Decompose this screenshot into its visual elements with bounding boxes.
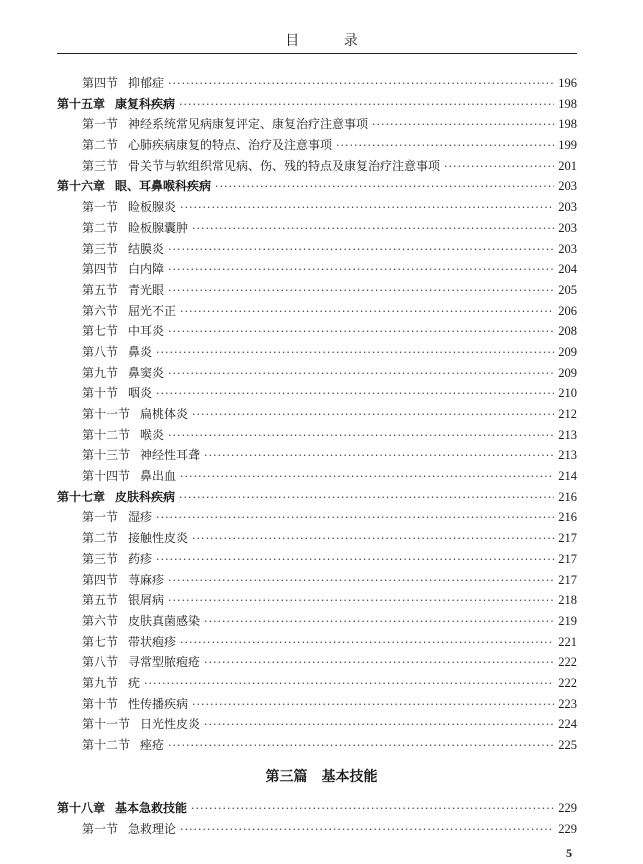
toc-dot-leader: [168, 571, 554, 592]
part-title: 第三篇 基本技能: [265, 769, 378, 785]
toc-entry-title: 性传播疾病: [128, 696, 189, 711]
toc-entry-number: 第二节: [82, 220, 119, 235]
toc-dot-leader: [336, 136, 554, 157]
toc-entry-number: 第十四节: [82, 469, 131, 484]
toc-dot-leader: [168, 240, 554, 261]
toc-section-entry: [57, 445, 577, 466]
toc-section-entry: [57, 694, 577, 715]
toc-dot-leader: [156, 384, 554, 405]
toc-section-entry: [57, 383, 577, 404]
toc-entry-number: 第四节: [82, 572, 119, 587]
toc-entry-number: 第十二节: [82, 738, 131, 752]
toc-dot-leader: [179, 488, 554, 509]
toc-dot-leader: [168, 281, 554, 302]
toc-entry-page: 218: [558, 593, 577, 608]
toc-entry-page: 209: [558, 344, 577, 359]
toc-entry-number: 第三节: [82, 158, 119, 173]
toc-entry-number: 第九节: [82, 365, 119, 380]
toc-section-entry: [57, 321, 577, 342]
header-rule: [57, 53, 577, 54]
toc-entry-number: 第六节: [82, 613, 119, 628]
toc-section-entry: [57, 259, 577, 280]
toc-entry-number: 第一节: [82, 117, 119, 132]
toc-dot-leader: [204, 446, 554, 467]
toc-section-entry: [57, 528, 577, 549]
toc-dot-leader: [168, 260, 554, 281]
toc-dot-leader: [156, 508, 554, 529]
toc-section-entry: [57, 135, 577, 156]
toc-entry-title: 痤疮: [140, 738, 165, 752]
toc-section-entry: [57, 673, 577, 694]
toc-entry-page: 219: [558, 613, 577, 628]
toc-entry-title: 青光眼: [128, 282, 165, 297]
toc-entry-page: 210: [558, 386, 577, 401]
toc-dot-leader: [204, 715, 554, 736]
toc-entry-title: 心肺疾病康复的特点、治疗及注意事项: [128, 138, 333, 153]
toc-entry-number: 第四节: [82, 76, 119, 90]
toc-entry-title: 喉炎: [140, 427, 165, 442]
toc-dot-leader: [179, 95, 554, 116]
toc-dot-leader: [144, 674, 554, 695]
toc-entry-title: 鼻出血: [140, 469, 177, 484]
toc-entry-title: 神经性耳聋: [140, 448, 201, 463]
toc-entry-title: 疣: [128, 675, 141, 690]
toc-entry-title: 鼻炎: [128, 344, 153, 359]
toc-entry-title: 鼻窦炎: [128, 365, 165, 380]
toc-entry-page: 223: [558, 696, 577, 711]
toc-entry-title: 眼、耳鼻喉科疾病: [115, 179, 212, 194]
toc-section-entry: [57, 632, 577, 653]
toc-entry-title: 荨麻疹: [128, 572, 165, 587]
toc-entry-number: 第一节: [82, 821, 119, 836]
toc-entry-page: 206: [558, 303, 577, 318]
toc-dot-leader: [215, 177, 554, 198]
toc-entry-page: 216: [558, 489, 577, 504]
toc-section-entry: [57, 114, 577, 135]
toc-entry-page: 201: [558, 158, 577, 173]
toc-entry-page: 203: [558, 179, 577, 194]
toc-chapter-entry: [57, 94, 577, 115]
toc-entry-number: 第七节: [82, 324, 119, 339]
running-header-title: 目 录: [285, 33, 378, 49]
toc-entry-title: 神经系统常见病康复评定、康复治疗注意事项: [128, 117, 369, 132]
toc-entry-number: 第七节: [82, 634, 119, 649]
toc-dot-leader: [192, 219, 554, 240]
toc-entry-title: 中耳炎: [128, 324, 165, 339]
toc-entry-number: 第十二节: [82, 427, 131, 442]
toc-entry-title: 扁桃体炎: [140, 407, 189, 421]
toc-section-entry: [57, 239, 577, 260]
toc-entry-number: 第十节: [82, 386, 119, 401]
toc-entry-title: 皮肤真菌感染: [128, 613, 201, 628]
toc-entry-number: 第三节: [82, 551, 119, 566]
table-of-contents-continued: [57, 798, 577, 839]
toc-entry-page: 199: [558, 138, 577, 153]
toc-dot-leader: [156, 550, 554, 571]
toc-entry-number: 第八节: [82, 655, 119, 670]
toc-dot-leader: [192, 695, 554, 716]
toc-dot-leader: [168, 426, 554, 447]
toc-section-entry: [57, 570, 577, 591]
toc-entry-page: 203: [558, 200, 577, 215]
toc-section-entry: [57, 156, 577, 177]
toc-entry-title: 湿疹: [128, 510, 153, 525]
toc-entry-page: 196: [558, 76, 577, 90]
toc-section-entry: [57, 819, 577, 840]
toc-dot-leader: [168, 322, 554, 343]
toc-entry-title: 抑郁症: [128, 76, 165, 90]
toc-entry-number: 第二节: [82, 531, 119, 546]
toc-dot-leader: [204, 612, 554, 633]
toc-entry-number: 第六节: [82, 303, 119, 318]
toc-entry-title: 屈光不正: [128, 303, 177, 318]
toc-dot-leader: [156, 343, 554, 364]
toc-dot-leader: [180, 467, 554, 488]
toc-section-entry: [57, 652, 577, 673]
toc-entry-number: 第十八章: [57, 801, 106, 815]
toc-entry-number: 第五节: [82, 282, 119, 297]
toc-entry-page: 203: [558, 241, 577, 256]
toc-entry-page: 216: [558, 510, 577, 525]
toc-entry-page: 198: [558, 96, 577, 111]
toc-section-entry: [57, 507, 577, 528]
toc-dot-leader: [180, 633, 554, 654]
toc-dot-leader: [180, 820, 554, 841]
toc-entry-page: 225: [558, 738, 577, 752]
toc-section-entry: [57, 73, 577, 94]
toc-entry-number: 第八节: [82, 344, 119, 359]
toc-dot-leader: [168, 74, 554, 95]
toc-entry-page: 198: [558, 117, 577, 132]
toc-entry-title: 寻常型脓疱疮: [128, 655, 201, 670]
toc-entry-number: 第五节: [82, 593, 119, 608]
toc-entry-title: 日光性皮炎: [140, 717, 201, 732]
toc-chapter-entry: [57, 487, 577, 508]
toc-entry-title: 睑板腺囊肿: [128, 220, 189, 235]
toc-entry-title: 结膜炎: [128, 241, 165, 256]
toc-entry-title: 急救理论: [128, 821, 177, 836]
toc-entry-page: 213: [558, 448, 577, 463]
toc-entry-title: 睑板腺炎: [128, 200, 177, 215]
toc-entry-number: 第十五章: [57, 96, 106, 111]
toc-entry-number: 第十三节: [82, 448, 131, 463]
toc-entry-page: 214: [558, 469, 577, 484]
toc-entry-page: 221: [558, 634, 577, 649]
page-number: 5: [566, 846, 572, 860]
toc-section-entry: [57, 590, 577, 611]
toc-entry-page: 212: [558, 407, 577, 421]
toc-entry-title: 药疹: [128, 551, 153, 566]
toc-dot-leader: [168, 364, 554, 385]
toc-entry-title: 康复科疾病: [115, 96, 176, 111]
toc-dot-leader: [180, 198, 554, 219]
toc-entry-number: 第十一节: [82, 717, 131, 732]
toc-entry-page: 203: [558, 220, 577, 235]
toc-section-entry: [57, 280, 577, 301]
toc-entry-page: 222: [558, 675, 577, 690]
toc-section-entry: [57, 363, 577, 384]
toc-dot-leader: [180, 302, 554, 323]
toc-entry-number: 第十七章: [57, 489, 106, 504]
toc-entry-number: 第十六章: [57, 179, 106, 194]
toc-entry-number: 第二节: [82, 138, 119, 153]
toc-entry-number: 第九节: [82, 675, 119, 690]
toc-section-entry: [57, 342, 577, 363]
toc-entry-page: 208: [558, 324, 577, 339]
toc-entry-page: 229: [558, 821, 577, 836]
toc-dot-leader: [191, 799, 554, 820]
toc-entry-number: 第十一节: [82, 407, 131, 421]
toc-dot-leader: [204, 653, 554, 674]
toc-entry-number: 第三节: [82, 241, 119, 256]
toc-entry-number: 第十节: [82, 696, 119, 711]
toc-entry-page: 217: [558, 531, 577, 546]
toc-entry-title: 皮肤科疾病: [115, 489, 176, 504]
toc-section-entry: [57, 301, 577, 322]
toc-entry-page: 224: [558, 717, 577, 732]
toc-dot-leader: [372, 115, 554, 136]
toc-dot-leader: [168, 591, 554, 612]
toc-entry-page: 204: [558, 262, 577, 277]
toc-section-entry: [57, 425, 577, 446]
toc-entry-page: 229: [558, 801, 577, 815]
toc-entry-title: 接触性皮炎: [128, 531, 189, 546]
toc-entry-number: 第一节: [82, 510, 119, 525]
toc-entry-page: 222: [558, 655, 577, 670]
toc-entry-number: 第四节: [82, 262, 119, 277]
toc-entry-title: 带状疱疹: [128, 634, 177, 649]
toc-chapter-entry: [57, 798, 577, 819]
toc-entry-number: 第一节: [82, 200, 119, 215]
toc-section-entry: [57, 735, 577, 756]
toc-chapter-entry: [57, 176, 577, 197]
toc-entry-page: 209: [558, 365, 577, 380]
toc-dot-leader: [168, 736, 554, 757]
toc-section-entry: [57, 218, 577, 239]
toc-section-entry: [57, 611, 577, 632]
toc-entry-page: 213: [558, 427, 577, 442]
toc-entry-title: 基本急救技能: [115, 801, 188, 815]
toc-entry-title: 银屑病: [128, 593, 165, 608]
toc-section-entry: [57, 197, 577, 218]
toc-section-entry: [57, 404, 577, 425]
table-of-contents: [57, 73, 577, 756]
toc-section-entry: [57, 714, 577, 735]
toc-dot-leader: [192, 405, 554, 426]
toc-dot-leader: [444, 157, 554, 178]
toc-entry-page: 217: [558, 551, 577, 566]
toc-dot-leader: [192, 529, 554, 550]
toc-entry-page: 217: [558, 572, 577, 587]
toc-section-entry: [57, 549, 577, 570]
toc-entry-page: 205: [558, 282, 577, 297]
toc-entry-title: 骨关节与软组织常见病、伤、残的特点及康复治疗注意事项: [128, 158, 441, 173]
toc-section-entry: [57, 466, 577, 487]
toc-entry-title: 白内障: [128, 262, 165, 277]
toc-entry-title: 咽炎: [128, 386, 153, 401]
